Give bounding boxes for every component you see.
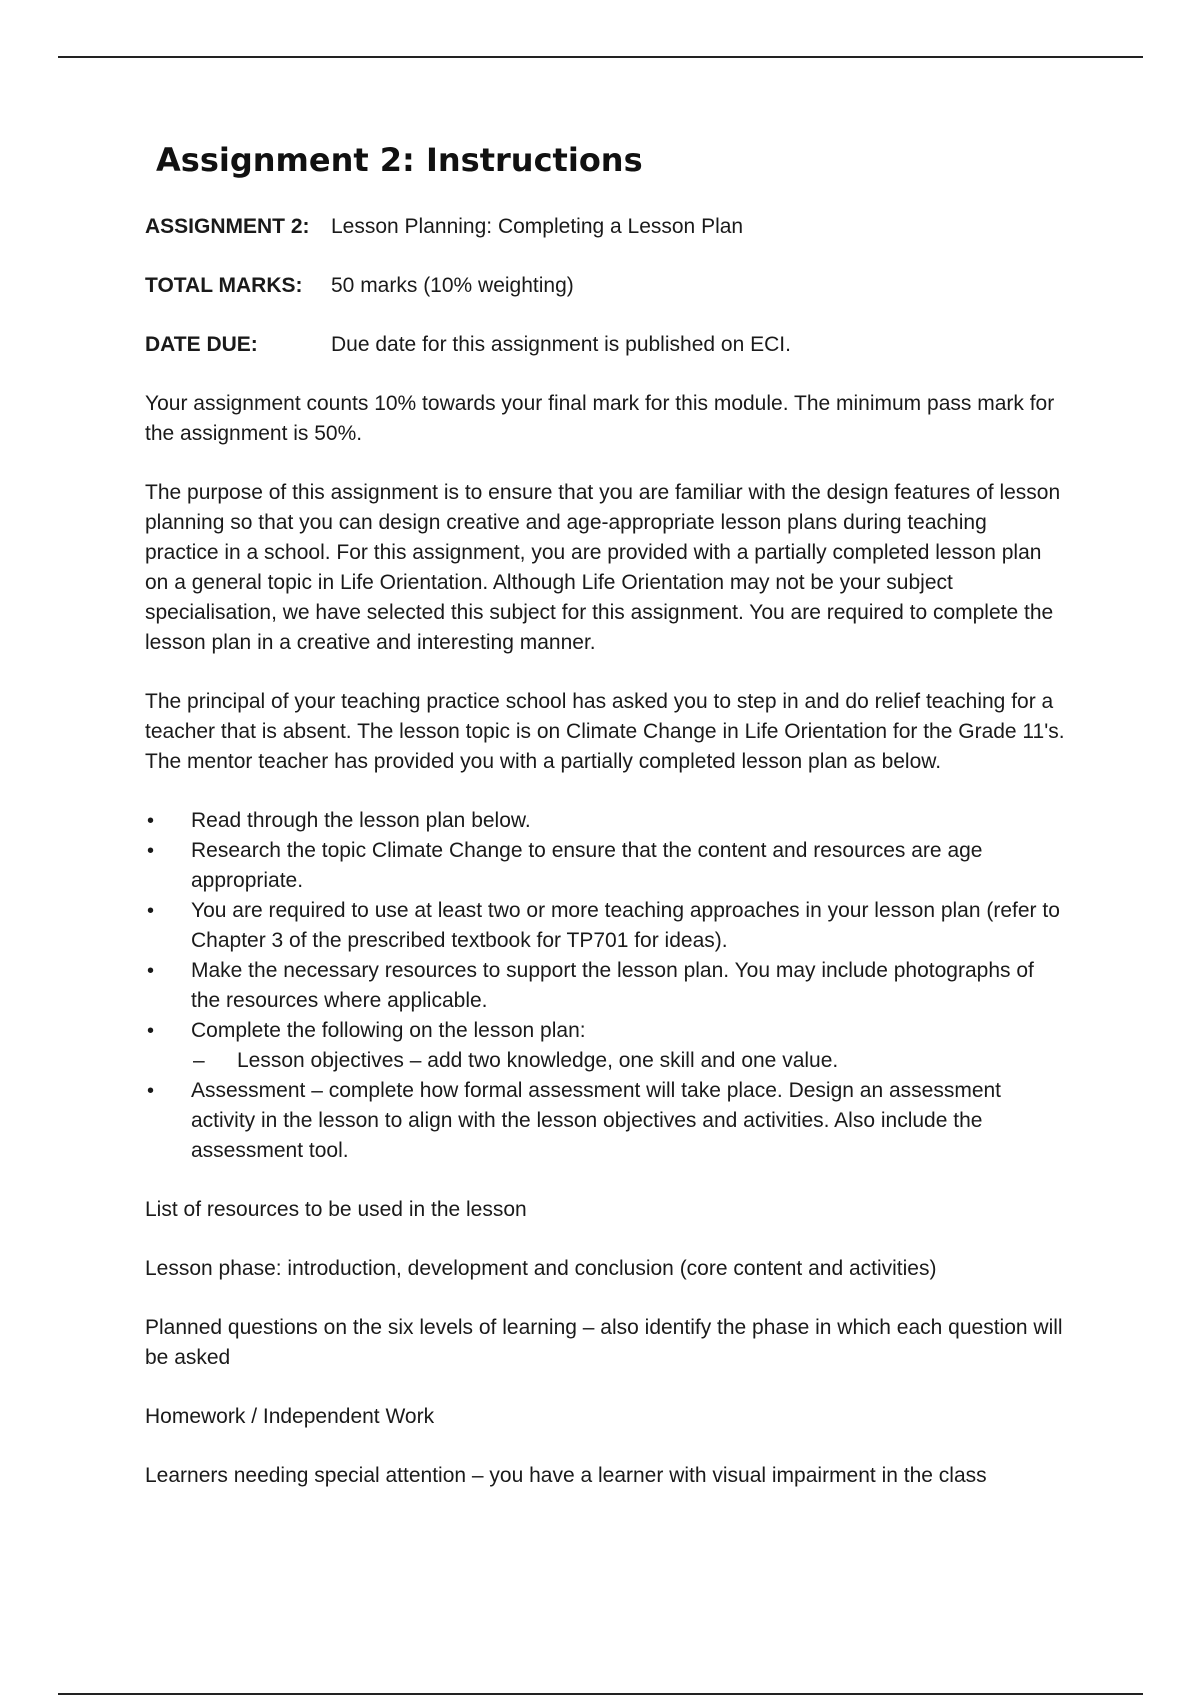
list-item-text: Research the topic Climate Change to ensure that the content and resources are age appropriate.: [191, 839, 983, 892]
meta-value: 50 marks (10% weighting): [331, 274, 574, 297]
closing-item-homework: Homework / Independent Work: [145, 1405, 435, 1428]
list-item: [145, 806, 1065, 836]
sub-list-item: [191, 1046, 1065, 1076]
meta-label: TOTAL MARKS:: [145, 274, 303, 297]
bullet-icon: •: [147, 900, 155, 922]
top-rule: [58, 56, 1143, 58]
meta-label: DATE DUE:: [145, 333, 258, 356]
list-item-text: You are required to use at least two or more teaching approaches in your lesson plan (refer to Chapter 3 of the prescribed textbook for TP701 for ideas).: [191, 899, 1060, 952]
bullet-icon: •: [147, 1080, 155, 1102]
paragraph-purpose: The purpose of this assignment is to ensure that you are familiar with the design features of lesson planning so that you can design creative and age-appropriate lesson plans during teaching practice in a school. For this assignment, you are provided with a partially completed lesson plan on a general topic in Life Orientation. Although Life Orientation may not be your subject specialisation, we have selected this subject for this assignment. You are required to complete the lesson plan in a creative and interesting manner.: [145, 481, 1061, 654]
document-body: [145, 212, 1065, 1520]
meta-label: ASSIGNMENT 2:: [145, 215, 310, 238]
closing-item-lesson-phase: Lesson phase: introduction, development and conclusion (core content and activities): [145, 1257, 937, 1280]
list-item: [145, 1016, 1065, 1076]
bullet-icon: •: [147, 840, 155, 862]
list-item: [145, 1076, 1065, 1166]
list-item: [145, 836, 1065, 896]
list-item: [145, 956, 1065, 1016]
paragraph-scenario: The principal of your teaching practice school has asked you to step in and do relief teaching for a teacher that is absent. The lesson topic is on Climate Change in Life Orientation for the Grade 11's. The mentor teacher has provided you with a partially completed lesson plan as below.: [145, 690, 1065, 773]
list-item-text: Make the necessary resources to support the lesson plan. You may include photographs of the resources where applicable.: [191, 959, 1034, 1012]
bullet-icon: •: [147, 810, 155, 832]
list-item-text: Assessment – complete how formal assessment will take place. Design an assessment activity in the lesson to align with the lesson objectives and activities. Also include the assessment tool.: [191, 1079, 1002, 1162]
paragraph-weighting: Your assignment counts 10% towards your final mark for this module. The minimum pass mark for the assignment is 50%.: [145, 392, 1055, 445]
page-title: Assignment 2: Instructions: [156, 141, 643, 179]
meta-value: Due date for this assignment is published on ECI.: [331, 333, 791, 356]
bullet-icon: •: [147, 960, 155, 982]
list-item: [145, 896, 1065, 956]
list-item-text: Read through the lesson plan below.: [191, 809, 531, 832]
meta-row-date-due: [145, 330, 1065, 360]
closing-item-special-attention: Learners needing special attention – you have a learner with visual impairment in the class: [145, 1464, 987, 1487]
bottom-rule: [58, 1693, 1143, 1695]
meta-row-assignment: [145, 212, 1065, 242]
closing-item-planned-questions: Planned questions on the six levels of learning – also identify the phase in which each question will be asked: [145, 1316, 1063, 1369]
closing-item-resources: List of resources to be used in the lesson: [145, 1198, 527, 1221]
instruction-list: [145, 806, 1065, 1166]
dash-icon: –: [193, 1049, 205, 1072]
bullet-icon: •: [147, 1020, 155, 1042]
meta-row-total-marks: [145, 271, 1065, 301]
meta-value: Lesson Planning: Completing a Lesson Plan: [331, 215, 744, 238]
list-item-text: Complete the following on the lesson plan:: [191, 1019, 586, 1042]
sub-list-item-text: Lesson objectives – add two knowledge, one skill and one value.: [237, 1049, 839, 1072]
